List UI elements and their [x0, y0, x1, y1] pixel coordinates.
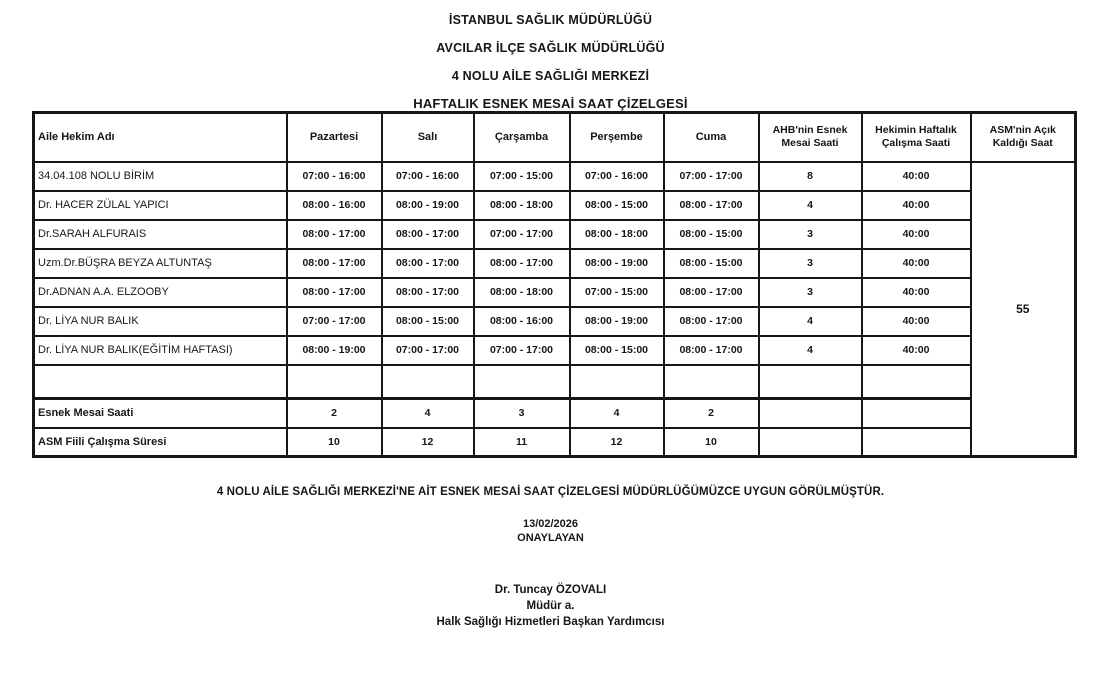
schedule-cell: 08:00 - 17:00	[382, 278, 474, 307]
schedule-cell: 2	[287, 399, 382, 428]
schedule-cell: 08:00 - 17:00	[382, 220, 474, 249]
table-row	[34, 162, 1076, 191]
schedule-cell	[664, 365, 759, 399]
schedule-cell: 08:00 - 18:00	[474, 278, 570, 307]
schedule-cell: 08:00 - 15:00	[570, 336, 664, 365]
row-label-cell: Dr.SARAH ALFURAIS	[34, 220, 287, 249]
schedule-cell: 08:00 - 18:00	[474, 191, 570, 220]
schedule-cell: 08:00 - 17:00	[664, 278, 759, 307]
table-row	[34, 428, 1076, 457]
col-header-tuesday: Salı	[382, 113, 474, 162]
schedule-cell: 40:00	[862, 307, 971, 336]
schedule-cell: 12	[382, 428, 474, 457]
header-row	[34, 113, 1076, 162]
col-header-monday: Pazartesi	[287, 113, 382, 162]
title-schedule: HAFTALIK ESNEK MESAİ SAAT ÇİZELGESİ	[413, 96, 688, 111]
schedule-cell	[474, 365, 570, 399]
title-district-directorate: AVCILAR İLÇE SAĞLIK MÜDÜRLÜĞÜ	[436, 41, 665, 55]
col-header-ahb-flex-hours: AHB'nin Esnek Mesai Saati	[759, 113, 862, 162]
signatory-title: Halk Sağlığı Hizmetleri Başkan Yardımcısı	[436, 616, 665, 628]
signatory-name: Dr. Tuncay ÖZOVALI	[494, 584, 607, 596]
schedule-cell: 08:00 - 17:00	[474, 249, 570, 278]
schedule-cell: 07:00 - 17:00	[664, 162, 759, 191]
schedule-cell: 4	[759, 191, 862, 220]
table-row	[34, 278, 1076, 307]
schedule-cell: 08:00 - 17:00	[664, 336, 759, 365]
schedule-cell: 10	[664, 428, 759, 457]
row-label-cell: Dr. LİYA NUR BALIK	[34, 307, 287, 336]
approver-label: ONAYLAYAN	[517, 532, 584, 544]
table-row	[34, 307, 1076, 336]
schedule-cell: 40:00	[862, 278, 971, 307]
schedule-cell: 07:00 - 16:00	[287, 162, 382, 191]
schedule-cell	[570, 365, 664, 399]
schedule-cell: 08:00 - 17:00	[287, 278, 382, 307]
schedule-cell: 08:00 - 15:00	[570, 191, 664, 220]
schedule-cell: 40:00	[862, 249, 971, 278]
schedule-cell: 3	[759, 278, 862, 307]
row-label-cell: ASM Fiili Çalışma Süresi	[34, 428, 287, 457]
signature-block	[0, 582, 1101, 630]
col-header-weekly-work-hours: Hekimin Haftalık Çalışma Saati	[862, 113, 971, 162]
schedule-cell: 07:00 - 16:00	[570, 162, 664, 191]
schedule-cell: 08:00 - 17:00	[664, 191, 759, 220]
schedule-cell	[862, 365, 971, 399]
schedule-cell: 4	[382, 399, 474, 428]
schedule-cell: 08:00 - 16:00	[474, 307, 570, 336]
col-header-thursday: Perşembe	[570, 113, 664, 162]
row-label-cell: Dr. LİYA NUR BALIK(EĞİTİM HAFTASI)	[34, 336, 287, 365]
table-row	[34, 220, 1076, 249]
asm-open-hours-total-cell: 55	[971, 162, 1076, 457]
schedule-cell: 08:00 - 15:00	[382, 307, 474, 336]
signatory-capacity: Müdür a.	[526, 600, 575, 612]
schedule-cell: 4	[570, 399, 664, 428]
col-header-friday: Cuma	[664, 113, 759, 162]
table-row	[34, 249, 1076, 278]
schedule-cell: 07:00 - 17:00	[474, 220, 570, 249]
schedule-cell: 40:00	[862, 162, 971, 191]
schedule-cell: 07:00 - 15:00	[474, 162, 570, 191]
schedule-cell: 08:00 - 17:00	[664, 307, 759, 336]
row-label-cell: Uzm.Dr.BÜŞRA BEYZA ALTUNTAŞ	[34, 249, 287, 278]
schedule-cell: 08:00 - 17:00	[287, 249, 382, 278]
schedule-cell	[759, 428, 862, 457]
approval-date: 13/02/2026	[522, 518, 579, 530]
table-row	[34, 365, 1076, 399]
schedule-cell: 2	[664, 399, 759, 428]
row-label-cell: Dr.ADNAN A.A. ELZOOBY	[34, 278, 287, 307]
schedule-cell: 3	[759, 249, 862, 278]
schedule-cell: 08:00 - 18:00	[570, 220, 664, 249]
schedule-cell	[862, 399, 971, 428]
table-row	[34, 336, 1076, 365]
schedule-cell: 11	[474, 428, 570, 457]
schedule-table	[32, 111, 1077, 458]
document-header	[0, 6, 1101, 118]
schedule-cell: 8	[759, 162, 862, 191]
schedule-cell: 07:00 - 16:00	[382, 162, 474, 191]
title-health-center: 4 NOLU AİLE SAĞLIĞI MERKEZİ	[451, 69, 650, 83]
col-header-asm-open-hours: ASM'nin Açık Kaldığı Saat	[971, 113, 1076, 162]
schedule-cell: 4	[759, 307, 862, 336]
col-header-physician-name: Aile Hekim Adı	[34, 113, 287, 162]
schedule-cell: 08:00 - 19:00	[570, 307, 664, 336]
table-row	[34, 399, 1076, 428]
schedule-cell: 08:00 - 15:00	[664, 220, 759, 249]
schedule-cell: 4	[759, 336, 862, 365]
row-label-cell: Esnek Mesai Saati	[34, 399, 287, 428]
schedule-cell: 08:00 - 16:00	[287, 191, 382, 220]
schedule-cell: 40:00	[862, 191, 971, 220]
schedule-cell: 07:00 - 17:00	[382, 336, 474, 365]
schedule-cell: 08:00 - 15:00	[664, 249, 759, 278]
schedule-cell: 40:00	[862, 220, 971, 249]
col-header-wednesday: Çarşamba	[474, 113, 570, 162]
schedule-cell: 08:00 - 17:00	[287, 220, 382, 249]
schedule-cell: 10	[287, 428, 382, 457]
schedule-cell	[759, 399, 862, 428]
schedule-cell: 07:00 - 15:00	[570, 278, 664, 307]
schedule-cell: 3	[474, 399, 570, 428]
schedule-cell: 12	[570, 428, 664, 457]
schedule-cell: 40:00	[862, 336, 971, 365]
schedule-cell: 08:00 - 19:00	[287, 336, 382, 365]
table-row	[34, 191, 1076, 220]
schedule-cell: 08:00 - 19:00	[382, 191, 474, 220]
row-label-cell: Dr. HACER ZÜLAL YAPICI	[34, 191, 287, 220]
schedule-table-body	[34, 162, 1076, 457]
schedule-cell: 07:00 - 17:00	[287, 307, 382, 336]
row-label-cell	[34, 365, 287, 399]
schedule-cell	[287, 365, 382, 399]
schedule-cell: 08:00 - 17:00	[382, 249, 474, 278]
approval-date-block	[0, 517, 1101, 545]
schedule-cell	[382, 365, 474, 399]
title-provincial-directorate: İSTANBUL SAĞLIK MÜDÜRLÜĞÜ	[448, 13, 653, 27]
schedule-cell: 08:00 - 19:00	[570, 249, 664, 278]
schedule-cell	[862, 428, 971, 457]
row-label-cell: 34.04.108 NOLU BİRİM	[34, 162, 287, 191]
schedule-cell: 3	[759, 220, 862, 249]
schedule-cell: 07:00 - 17:00	[474, 336, 570, 365]
schedule-cell	[759, 365, 862, 399]
approval-statement: 4 NOLU AİLE SAĞLIĞI MERKEZİ'NE AİT ESNEK MESAİ SAAT ÇİZELGESİ MÜDÜRLÜĞÜMÜZCE UYGUN GÖRÜLMÜŞTÜR.	[216, 486, 885, 498]
